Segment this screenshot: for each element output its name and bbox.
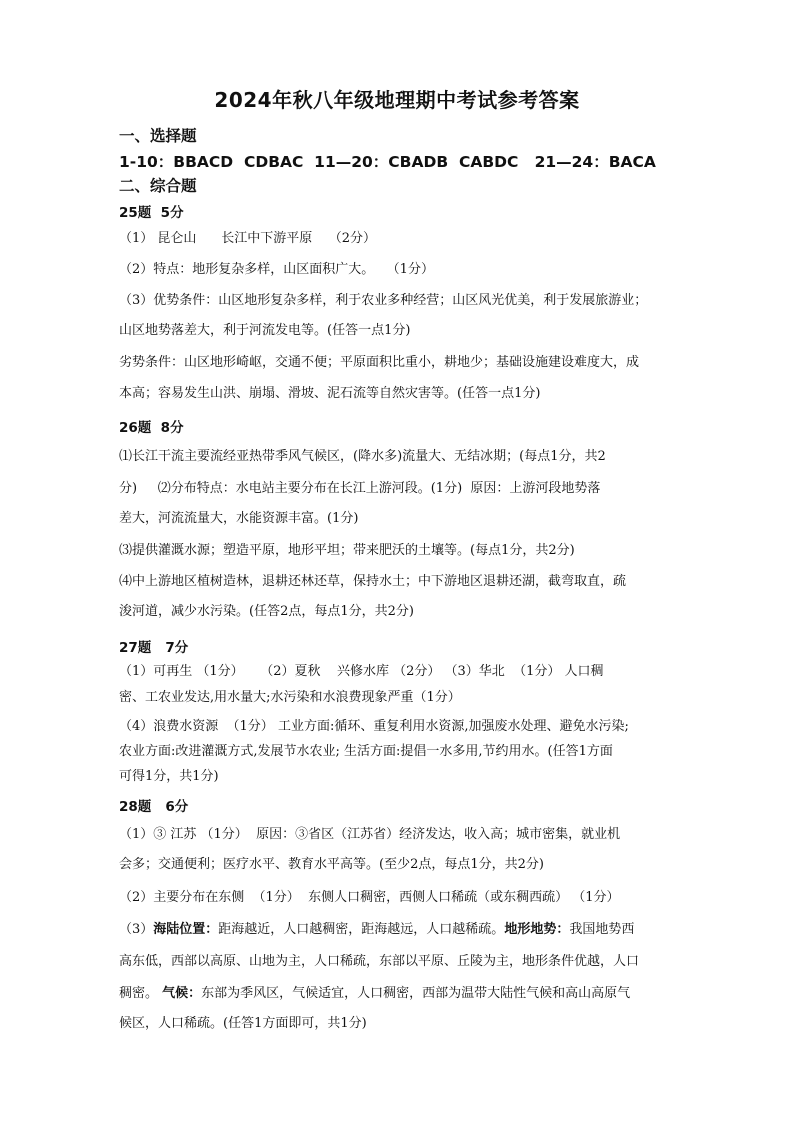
q26-line-6: 浚河道，减少水污染。(任答2点，每点1分，共2分) bbox=[119, 604, 414, 619]
q25-line-5: 劣势条件：山区地形崎岖，交通不便；平原面积比重小，耕地少；基础设施建设难度大，成 bbox=[119, 355, 640, 370]
q27-line-4: 农业方面:改进灌溉方式,发展节水农业; 生活方面:提倡一水多用,节约用水。(任答1方面 bbox=[119, 744, 613, 759]
q25-line-6: 本高；容易发生山洪、崩塌、滑坡、泥石流等自然灾害等。(任答一点1分) bbox=[119, 386, 541, 401]
keyword-sea-land-position: 海陆位置： bbox=[153, 922, 219, 937]
q27-line-3: （4）浪费水资源 （1分） 工业方面:循环、重复利用水资源,加强废水处理、避免水污染; bbox=[119, 719, 629, 734]
q28-part3-line-2: 高东低，西部以高原、山地为主，人口稀疏，东部以平原、丘陵为主，地形条件优越，人口 bbox=[119, 954, 640, 969]
q28-p3-text-3: 稠密。 bbox=[119, 986, 163, 1001]
q27-line-2: 密、工农业发达,用水量大;水污染和水浪费现象严重（1分） bbox=[119, 690, 461, 705]
q27-line-1: （1）可再生 （1分） （2）夏秋 兴修水库 （2分） （3）华北 （1分） 人口稠 bbox=[119, 664, 604, 679]
q25-line-1: （1） 昆仑山 长江中下游平原 （2分） bbox=[119, 231, 376, 246]
q25-line-2: （2）特点：地形复杂多样，山区面积广大。 （1分） bbox=[119, 262, 434, 277]
q28-p3-text-1: 距海越近，人口越稠密，距海越远，人口越稀疏。 bbox=[218, 922, 505, 937]
q25-line-3: （3）优势条件：山区地形复杂多样，利于农业多种经营；山区风光优美，利于发展旅游业； bbox=[119, 293, 648, 308]
question-25-header: 25题 5分 bbox=[119, 205, 184, 221]
q26-line-4: ⑶提供灌溉水源；塑造平原，地形平坦；带来肥沃的土壤等。(每点1分，共2分) bbox=[119, 543, 575, 558]
q28-part3-line-4: 候区，人口稀疏。(任答1方面即可，共1分) bbox=[119, 1016, 367, 1031]
question-28-header: 28题 6分 bbox=[119, 799, 189, 815]
q28-line-3: （2）主要分布在东侧 （1分） 东侧人口稠密，西侧人口稀疏（或东稠西疏） （1分） bbox=[119, 890, 620, 905]
section-heading-comprehensive: 二、综合题 bbox=[119, 177, 197, 195]
multiple-choice-answers: 1-10：BBACD CDBAC 11—20：CBADB CABDC 21—24：BACA bbox=[119, 153, 656, 171]
q28-part3-line-1 bbox=[119, 920, 679, 940]
keyword-terrain: 地形地势： bbox=[504, 922, 570, 937]
q26-line-1: ⑴长江干流主要流经亚热带季风气候区，(降水多)流量大、无结冰期；(每点1分，共2 bbox=[119, 449, 606, 464]
q26-line-3: 差大，河流流量大，水能资源丰富。(1分) bbox=[119, 511, 359, 526]
q28-p3-prefix: （3） bbox=[119, 922, 154, 937]
q26-line-2: 分) ⑵分布特点：水电站主要分布在长江上游河段。(1分) 原因：上游河段地势落 bbox=[119, 481, 601, 496]
q28-line-2: 会多；交通便利；医疗水平、教育水平高等。(至少2点，每点1分，共2分) bbox=[119, 857, 544, 872]
section-heading-multiple-choice: 一、选择题 bbox=[119, 127, 197, 145]
question-27-header: 27题 7分 bbox=[119, 640, 189, 656]
keyword-climate: 气候： bbox=[162, 986, 202, 1001]
page-title: 2024年秋八年级地理期中考试参考答案 bbox=[214, 88, 580, 112]
q28-line-1: （1）③ 江苏 （1分） 原因：③省区（江苏省）经济发达，收入高；城市密集，就业机 bbox=[119, 827, 621, 842]
q26-line-5: ⑷中上游地区植树造林，退耕还林还草，保持水土；中下游地区退耕还湖，截弯取直，疏 bbox=[119, 574, 627, 589]
q28-p3-text-4: 东部为季风区，气候适宜，人口稠密，西部为温带大陆性气候和高山高原气 bbox=[201, 986, 631, 1001]
q28-part3-line-3 bbox=[119, 984, 679, 1004]
q25-line-4: 山区地势落差大，利于河流发电等。(任答一点1分) bbox=[119, 323, 411, 338]
question-26-header: 26题 8分 bbox=[119, 420, 184, 436]
q27-line-5: 可得1分，共1分) bbox=[119, 769, 219, 784]
q28-p3-text-2: 我国地势西 bbox=[569, 922, 635, 937]
